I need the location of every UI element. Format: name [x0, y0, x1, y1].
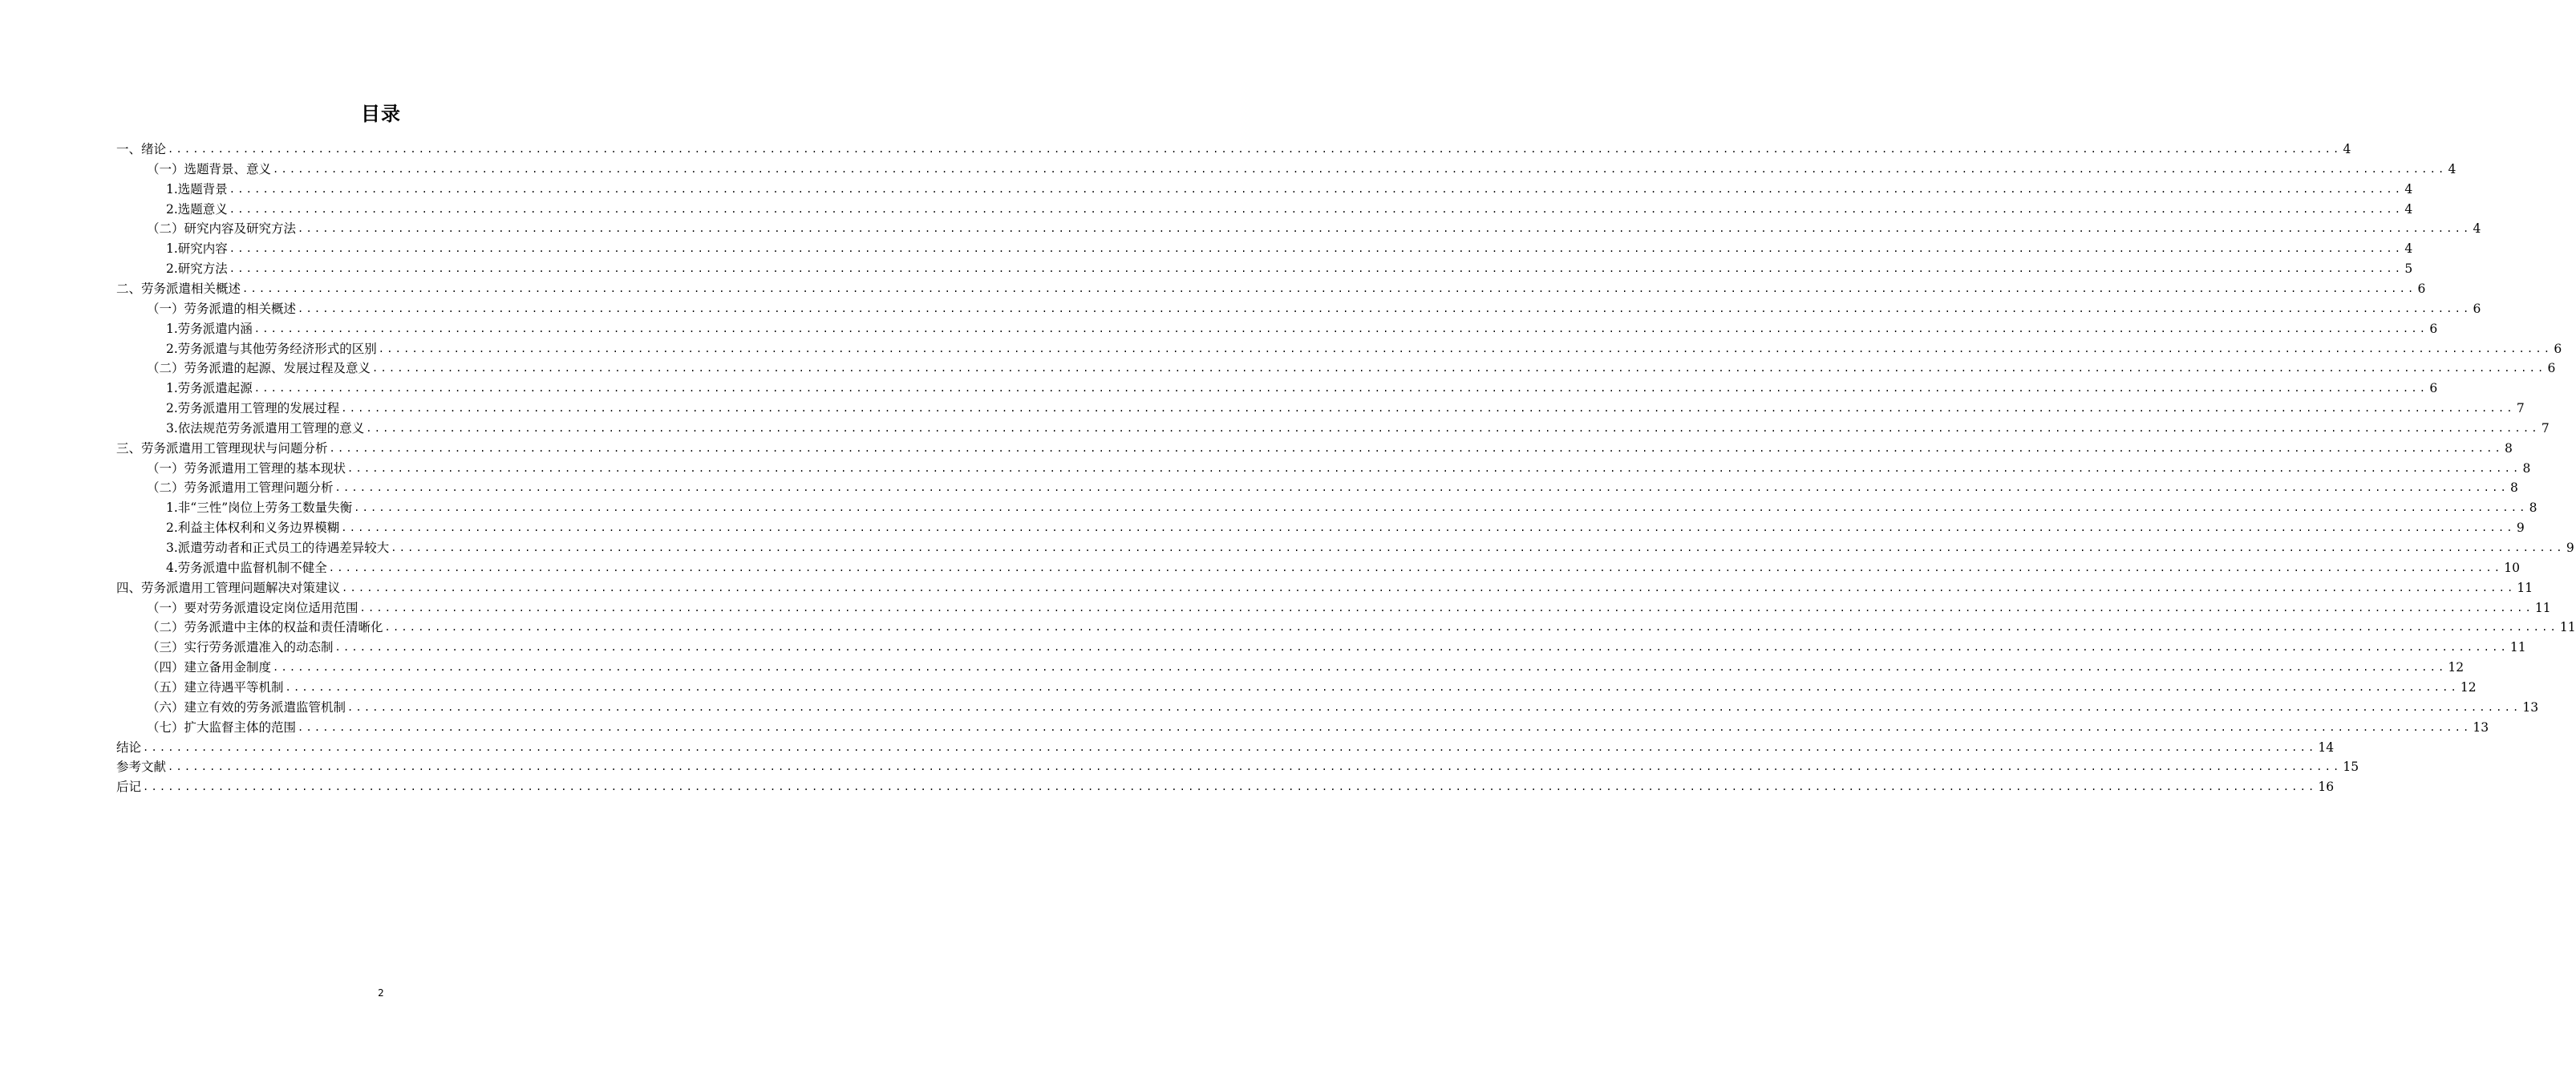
toc-dot-leader: ....................................................................................................................................................................................................................................................................	[273, 163, 2447, 175]
toc-entry[interactable]	[166, 516, 2525, 536]
toc-entry-label: （二）劳务派遣中主体的权益和责任清晰化	[147, 620, 383, 635]
toc-entry[interactable]	[147, 635, 2526, 655]
toc-entry-page: 6	[2473, 301, 2481, 316]
toc-entry-label: （一）选题背景、意义	[147, 161, 272, 176]
toc-dot-leader: ....................................................................................................................................................................................................................................................................	[329, 442, 2503, 454]
toc-dot-leader: ....................................................................................................................................................................................................................................................................	[168, 761, 2342, 773]
toc-dot-leader: ....................................................................................................................................................................................................................................................................	[242, 282, 2416, 294]
toc-entry[interactable]	[166, 496, 2538, 516]
toc-entry-label: 1.劳务派遣内涵	[166, 321, 253, 336]
toc-entry-page: 12	[2460, 679, 2477, 695]
toc-entry-page: 6	[2429, 321, 2438, 336]
toc-entry-page: 7	[2541, 420, 2550, 436]
toc-entry-page: 4	[2473, 221, 2481, 237]
toc-dot-leader: ....................................................................................................................................................................................................................................................................	[298, 302, 2472, 314]
toc-dot-leader: ....................................................................................................................................................................................................................................................................	[273, 662, 2447, 674]
toc-entry-page: 6	[2554, 341, 2562, 356]
toc-dot-leader: ....................................................................................................................................................................................................................................................................	[168, 144, 2342, 155]
toc-entry-label: 3.派遣劳动者和正式员工的待遇差异较大	[166, 541, 390, 555]
toc-entry-label: 结论	[116, 740, 142, 755]
toc-entry-page: 6	[2429, 381, 2438, 396]
toc-entry-label: 后记	[116, 780, 142, 795]
toc-entry-page: 16	[2318, 780, 2335, 795]
toc-entry-label: （四）建立备用金制度	[147, 660, 272, 675]
toc-entry[interactable]	[166, 556, 2520, 576]
toc-entry-label: （一）要对劳务派遣设定岗位适用范围	[147, 600, 358, 615]
toc-dot-leader: ....................................................................................................................................................................................................................................................................	[285, 681, 2459, 693]
toc-entry-page: 13	[2473, 719, 2489, 735]
toc-entry[interactable]	[166, 317, 2438, 337]
page-number: 2	[378, 987, 384, 999]
toc-dot-leader: ....................................................................................................................................................................................................................................................................	[143, 741, 2317, 753]
toc-dot-leader: ....................................................................................................................................................................................................................................................................	[384, 622, 2558, 634]
toc-entry[interactable]	[147, 655, 2465, 675]
toc-entry-label: 1.选题背景	[166, 181, 228, 197]
toc-dot-leader: ....................................................................................................................................................................................................................................................................	[143, 781, 2317, 793]
toc-entry-page: 14	[2318, 740, 2335, 755]
toc-entry-label: 2.研究方法	[166, 261, 228, 277]
toc-entry-page: 4	[2343, 142, 2351, 156]
toc-dot-leader: ....................................................................................................................................................................................................................................................................	[341, 403, 2515, 415]
toc-entry-label: 三、劳务派遣用工管理现状与问题分析	[116, 440, 328, 456]
toc-entry[interactable]	[147, 456, 2531, 476]
toc-entry-page: 4	[2404, 241, 2413, 257]
toc-entry-page: 13	[2522, 699, 2539, 715]
toc-entry[interactable]	[116, 436, 2513, 456]
toc-entry-label: （五）建立待遇平等机制	[147, 679, 284, 695]
toc-entry[interactable]	[166, 416, 2550, 436]
toc-entry-page: 15	[2343, 760, 2359, 775]
toc-dot-leader: ....................................................................................................................................................................................................................................................................	[347, 462, 2521, 474]
toc-entry[interactable]	[116, 576, 2533, 596]
toc-dot-leader: ....................................................................................................................................................................................................................................................................	[354, 502, 2528, 514]
toc-entry[interactable]	[116, 736, 2335, 756]
toc-dot-leader: ....................................................................................................................................................................................................................................................................	[229, 263, 2404, 275]
toc-entry[interactable]	[147, 297, 2481, 317]
toc-entry-label: （三）实行劳务派遣准入的动态制	[147, 640, 334, 655]
toc-entry-label: 1.非“三性”岗位上劳务工数量失衡	[166, 500, 353, 516]
toc-dot-leader: ....................................................................................................................................................................................................................................................................	[229, 243, 2404, 255]
toc-entry-page: 4	[2448, 161, 2457, 176]
toc-entry-label: 1.劳务派遣起源	[166, 381, 253, 396]
toc-entry-label: 一、绪论	[116, 142, 167, 156]
toc-entry-label: （二）劳务派遣的起源、发展过程及意义	[147, 361, 371, 376]
toc-entry-label: （一）劳务派遣的相关概述	[147, 301, 297, 316]
toc-entry-page: 6	[2417, 281, 2426, 296]
toc-dot-leader: ....................................................................................................................................................................................................................................................................	[253, 322, 2428, 334]
toc-entry[interactable]	[166, 177, 2413, 197]
toc-entry[interactable]	[116, 755, 2359, 775]
toc-entry-page: 8	[2529, 500, 2538, 516]
toc-entry[interactable]	[147, 615, 2576, 635]
toc-entry-label: 二、劳务派遣相关概述	[116, 281, 241, 296]
toc-dot-leader: ....................................................................................................................................................................................................................................................................	[229, 183, 2404, 195]
toc-entry-page: 4	[2404, 181, 2413, 197]
toc-entry-label: 四、劳务派遣用工管理问题解决对策建议	[116, 580, 341, 595]
toc-entry[interactable]	[147, 596, 2551, 616]
page-title: 目录	[361, 103, 401, 125]
toc-entry-page: 6	[2547, 361, 2556, 376]
toc-entry[interactable]	[116, 775, 2335, 795]
toc-dot-leader: ....................................................................................................................................................................................................................................................................	[334, 482, 2509, 494]
toc-entry-page: 9	[2516, 521, 2525, 536]
toc-entry-label: （二）研究内容及研究方法	[147, 221, 297, 237]
toc-entry[interactable]	[116, 137, 2351, 157]
toc-entry[interactable]	[166, 396, 2525, 416]
toc-entry[interactable]	[147, 695, 2539, 715]
toc-entry-page: 8	[2510, 480, 2518, 496]
toc-dot-leader: ....................................................................................................................................................................................................................................................................	[334, 642, 2509, 654]
toc-entry-page: 11	[2517, 580, 2533, 595]
toc-dot-leader: ....................................................................................................................................................................................................................................................................	[328, 561, 2503, 573]
toc-entry-page: 11	[2509, 640, 2526, 655]
toc-entry-page: 4	[2404, 201, 2413, 217]
toc-entry[interactable]	[147, 675, 2477, 695]
toc-entry-label: （二）劳务派遣用工管理问题分析	[147, 480, 334, 496]
toc-entry-label: 2.利益主体权利和义务边界模糊	[166, 521, 340, 536]
toc-entry-page: 8	[2505, 440, 2513, 456]
toc-entry-page: 8	[2522, 460, 2531, 476]
toc-entry-label: （一）劳务派遣用工管理的基本现状	[147, 460, 346, 476]
toc-dot-leader: ....................................................................................................................................................................................................................................................................	[298, 223, 2472, 235]
toc-dot-leader: ....................................................................................................................................................................................................................................................................	[341, 522, 2515, 534]
toc-entry-page: 12	[2448, 660, 2465, 675]
toc-entry-label: 1.研究内容	[166, 241, 228, 257]
toc-entry-page: 9	[2566, 541, 2574, 555]
toc-entry-label: 2.选题意义	[166, 201, 228, 217]
toc-entry-page: 7	[2516, 401, 2525, 416]
toc-entry-label: 4.劳务派遣中监督机制不健全	[166, 560, 327, 575]
toc-entry[interactable]	[166, 536, 2574, 556]
toc-dot-leader: ....................................................................................................................................................................................................................................................................	[253, 383, 2428, 395]
toc-entry[interactable]	[166, 197, 2413, 217]
toc-entry-page: 11	[2534, 600, 2551, 615]
toc-entry[interactable]	[147, 217, 2481, 237]
toc-entry[interactable]	[147, 715, 2489, 736]
toc-entry[interactable]	[166, 337, 2562, 357]
toc-dot-leader: ....................................................................................................................................................................................................................................................................	[372, 363, 2546, 375]
toc-entry-label: 2.劳务派遣用工管理的发展过程	[166, 401, 340, 416]
toc-entry-label: 3.依法规范劳务派遣用工管理的意义	[166, 420, 365, 436]
toc-dot-leader: ....................................................................................................................................................................................................................................................................	[378, 342, 2553, 355]
toc-entry-page: 5	[2404, 261, 2413, 277]
toc-entry[interactable]	[166, 257, 2413, 277]
toc-entry[interactable]	[147, 157, 2457, 177]
toc-dot-leader: ....................................................................................................................................................................................................................................................................	[298, 721, 2472, 733]
toc-entry[interactable]	[116, 277, 2426, 297]
toc-entry[interactable]	[166, 376, 2438, 396]
toc-dot-leader: ....................................................................................................................................................................................................................................................................	[342, 582, 2516, 594]
toc-entry[interactable]	[147, 476, 2518, 496]
toc-dot-leader: ....................................................................................................................................................................................................................................................................	[359, 602, 2533, 614]
toc-entry-label: 参考文献	[116, 760, 167, 775]
toc-entry[interactable]	[147, 356, 2556, 376]
toc-entry-page: 11	[2559, 620, 2576, 635]
toc-dot-leader: ....................................................................................................................................................................................................................................................................	[366, 422, 2540, 434]
toc-entry-label: （六）建立有效的劳务派遣监管机制	[147, 699, 346, 715]
toc-entry-label: （七）扩大监督主体的范围	[147, 719, 297, 735]
toc-entry[interactable]	[166, 237, 2413, 257]
toc-entry-page: 10	[2504, 560, 2520, 575]
toc-dot-leader: ....................................................................................................................................................................................................................................................................	[347, 701, 2521, 713]
toc-entry-label: 2.劳务派遣与其他劳务经济形式的区别	[166, 341, 377, 356]
toc-dot-leader: ....................................................................................................................................................................................................................................................................	[229, 203, 2404, 215]
toc-dot-leader: ....................................................................................................................................................................................................................................................................	[391, 542, 2565, 553]
